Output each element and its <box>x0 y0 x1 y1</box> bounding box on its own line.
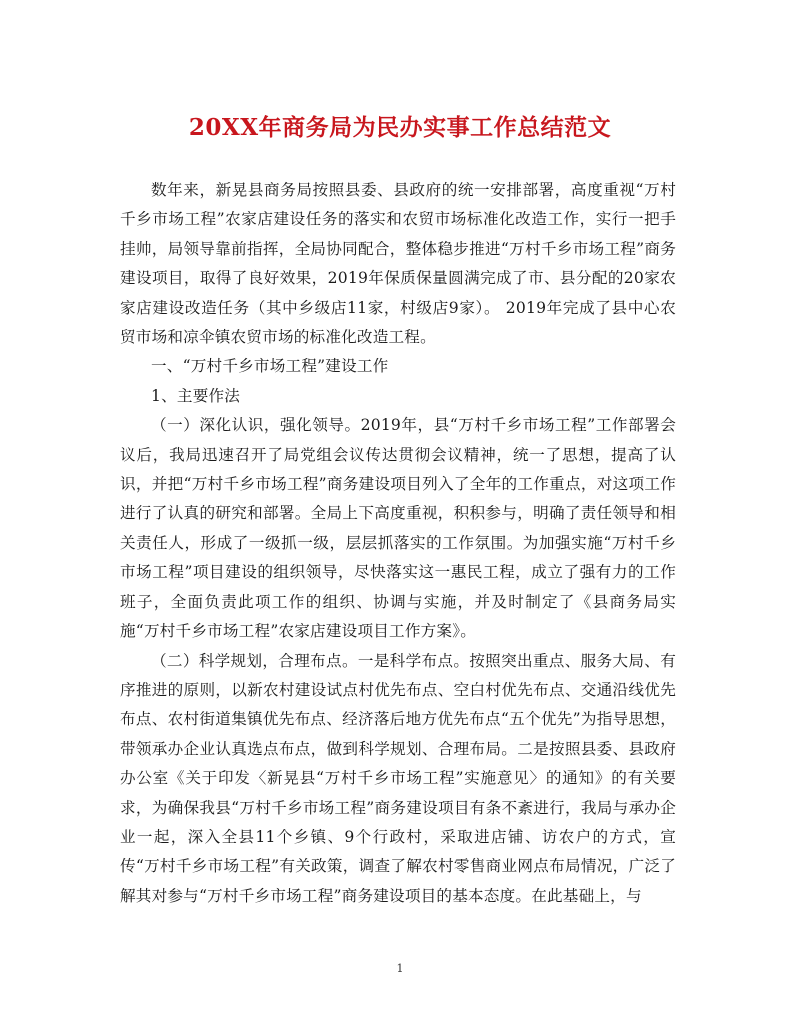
document-title: 20XX年商务局为民办实事工作总结范文 <box>188 114 612 141</box>
paragraph-point-one: （一）深化认识，强化领导。2019年，县“万村千乡市场工程”工作部署会议后，我局迅速召开了局党组会议传达贯彻会议精神，统一了思想，提高了认识，并把“万村千乡市场工程”商务建设项目列入了全年的工作重点，对这项工作进行了认真的研究和部署。全局上下高度重视，积积参与，明确了责任领导和相关责任人，形成了一级抓一级，层层抓落实的工作氛围。为加强实施“万村千乡市场工程”项目建设的组织领导，尽快落实这一惠民工程，成立了强有力的工作班子，全面负责此项工作的组织、协调与实施，并及时制定了《县商务局实施“万村千乡市场工程”农家店建设项目工作方案》。 <box>120 416 676 641</box>
paragraph-intro: 数年来，新晃县商务局按照县委、县政府的统一安排部署，高度重视“万村千乡市场工程”农家店建设任务的落实和农贸市场标准化改造工作，实行一把手挂帅，局领导靠前指挥，全局协同配合，整体稳步推进“万村千乡市场工程”商务建设项目，取得了良好效果，2019年保质保量圆满完成了市、县分配的20家农家店建设改造任务（其中乡级店11家，村级店9家）。 2019年完成了县中心农贸市场和凉伞镇农贸市场的标准化改造工程。 <box>120 181 676 347</box>
paragraph-point-two: （二）科学规划，合理布点。一是科学布点。按照突出重点、服务大局、有序推进的原则，以新农村建设试点村优先布点、空白村优先布点、交通沿线优先布点、农村街道集镇优先布点、经济落后地方优先布点“五个优先”为指导思想，带领承办企业认真选点布点，做到科学规划、合理布局。二是按照县委、县政府办公室《关于印发〈新晃县“万村千乡市场工程”实施意见〉的通知》的有关要求，为确保我县“万村千乡市场工程”商务建设项目有条不紊进行，我局与承办企业一起，深入全县11个乡镇、9个行政村，采取进店铺、访农户的方式，宣传“万村千乡市场工程”有关政策，调查了解农村零售商业网点布局情况，广泛了解其对参与“万村千乡市场工程”商务建设项目的基本态度。在此基础上，与 <box>120 651 676 905</box>
page-number: 1 <box>396 962 404 975</box>
document-body <box>120 176 676 911</box>
subsection-heading: 1、主要作法 <box>151 386 241 405</box>
section-heading: 一、“万村千乡市场工程”建设工作 <box>151 357 389 376</box>
